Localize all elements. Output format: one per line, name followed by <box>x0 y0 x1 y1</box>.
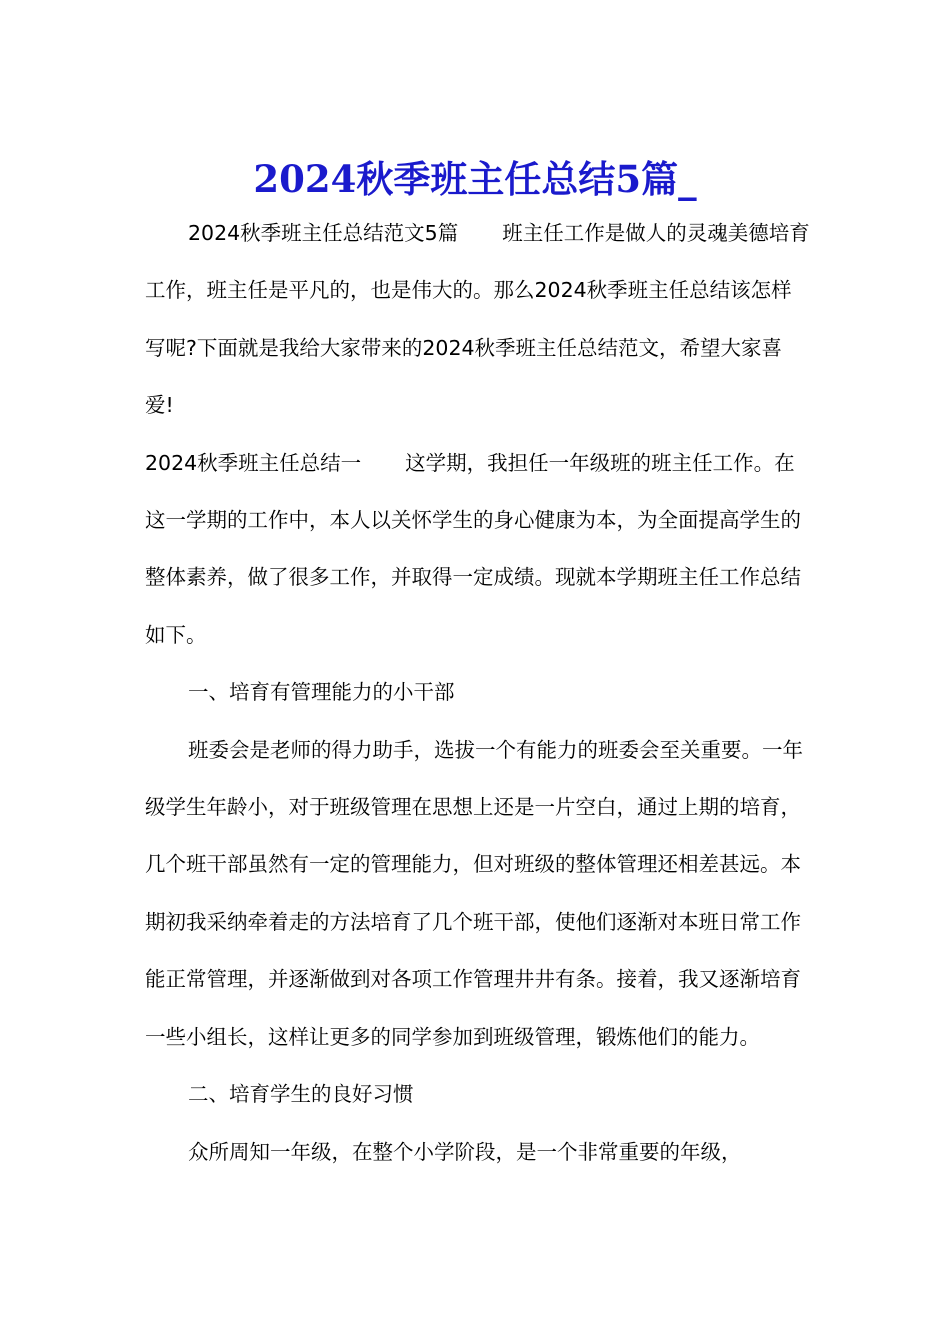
part-2-paragraph: 众所周知一年级，在整个小学阶段，是一个非常重要的年级， <box>188 1139 742 1164</box>
section-1-text: 这学期，我担任一年级班的班主任工作。在这一学期的工作中，本人以关怀学生的身心健康为本，为全面提高学生的整体素养，做了很多工作，并取得一定成绩。现就本学期班主任工作总结如下。 <box>145 450 801 647</box>
intro-text: 班主任工作是做人的灵魂美德培育工作，班主任是平凡的，也是伟大的。那么2024秋季班主任总结该怎样写呢?下面就是我给大家带来的2024秋季班主任总结范文，希望大家喜爱! <box>145 221 810 418</box>
document-title: 2024秋季班主任总结5篇_ <box>253 156 697 201</box>
intro-lead: 2024秋季班主任总结范文5篇 <box>188 221 459 245</box>
part-2-heading: 二、培育学生的良好习惯 <box>188 1082 414 1107</box>
part-1-paragraph: 班委会是老师的得力助手，选拔一个有能力的班委会至关重要。一年级学生年龄小，对于班级管理在思想上还是一片空白，通过上期的培育，几个班干部虽然有一定的管理能力，但对班级的整体管理还相差甚远。本期初我采纳牵着走的方法培育了几个班干部，使他们逐渐对本班日常工作能正常管理，并逐渐做到对各项工作管理井井有条。接着，我又逐渐培育一些小组长，这样让更多的同学参加到班级管理，锻炼他们的能力。 <box>145 737 803 1049</box>
intro-paragraph <box>145 205 810 435</box>
section-1-heading: 2024秋季班主任总结一 <box>145 450 362 475</box>
document-body <box>145 205 810 1181</box>
part-1-heading: 一、培育有管理能力的小干部 <box>188 680 455 705</box>
section-1-paragraph <box>145 435 810 665</box>
